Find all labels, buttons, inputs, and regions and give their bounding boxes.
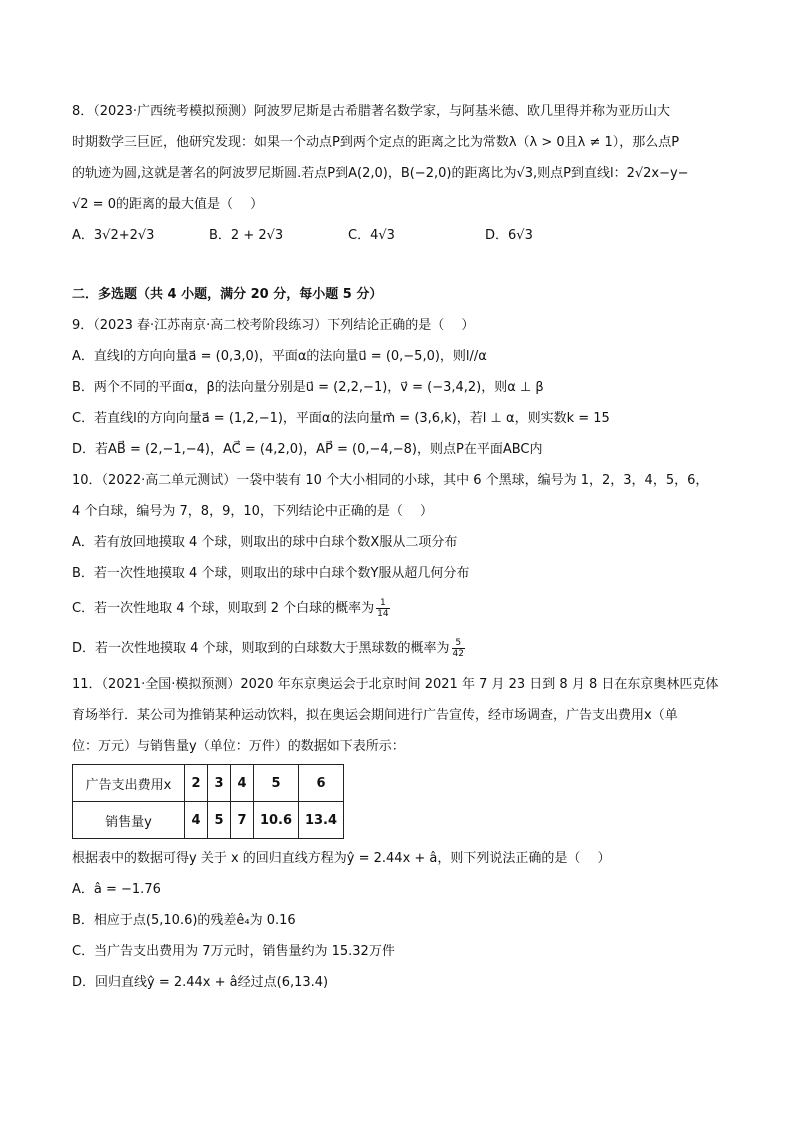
table-cell: 4	[231, 765, 254, 802]
q8-option-b: B．2 + 2√3	[209, 228, 284, 243]
q11-line-3: 位：万元）与销售量y（单位：万件）的数据如下表所示：	[72, 739, 405, 754]
q8-line-4: √2 = 0的距离的最大值是（ ）	[72, 197, 264, 212]
table-header-cell: 销售量y	[73, 802, 185, 839]
q10-option-b: B．若一次性地摸取 4 个球，则取出的球中白球个数Y服从超几何分布	[72, 566, 470, 581]
q10-d-numerator: 5	[455, 638, 462, 648]
q11-option-a: A．â = −1.76	[72, 882, 161, 897]
q8-option-d: D．6√3	[485, 228, 533, 243]
section-heading: 二．多选题（共 4 小题，满分 20 分，每小题 5 分）	[72, 287, 383, 302]
table-row	[73, 765, 344, 802]
q10-option-c	[72, 589, 722, 629]
q8-option-c: C．4√3	[348, 228, 395, 243]
q10-option-d-fraction	[452, 638, 465, 659]
q11-line-1: 11．（2021·全国·模拟预测）2020 年东京奥运会于北京时间 2021 年 7 月 23 日到 8 月 8 日在东京奥林匹克体	[72, 677, 719, 692]
table-cell: 2	[185, 765, 208, 802]
table-cell: 5	[254, 765, 299, 802]
q11-option-c: C．当广告支出费用为 7万元时，销售量约为 15.32万件	[72, 944, 395, 959]
table-cell: 6	[299, 765, 344, 802]
q10-option-d	[72, 629, 722, 669]
q10-option-c-fraction	[376, 598, 389, 619]
document-page	[72, 96, 722, 998]
data-table	[72, 764, 344, 839]
table-row	[73, 802, 344, 839]
table-cell: 3	[208, 765, 231, 802]
q8-line-3: 的轨迹为圆,这就是著名的阿波罗尼斯圆.若点P到A(2,0)，B(−2,0)的距离比为√3,则点P到直线l：2√2x−y−	[72, 166, 689, 181]
q10-option-c-text: C．若一次性地取 4 个球，则取到 2 个白球的概率为	[72, 601, 375, 616]
table-header-cell: 广告支出费用x	[73, 765, 185, 802]
q9-option-d: D．若AB⃗ = (2,−1,−4)，AC⃗ = (4,2,0)，AP⃗ = (0,−4,−8)，则点P在平面ABC内	[72, 442, 543, 457]
q10-line-2: 4 个白球，编号为 7，8，9，10，下列结论中正确的是（ ）	[72, 504, 434, 519]
q10-d-denominator: 42	[452, 649, 464, 659]
table-cell: 13.4	[299, 802, 344, 839]
q9-option-a: A．直线l的方向向量a⃗ = (0,3,0)，平面α的法向量u⃗ = (0,−5,0)，则l//α	[72, 349, 487, 364]
q8-options	[72, 220, 722, 251]
q10-c-numerator: 1	[380, 598, 386, 608]
q11-option-b: B．相应于点(5,10.6)的残差ê₄为 0.16	[72, 913, 296, 928]
q11-line-2: 育场举行．某公司为推销某种运动饮料，拟在奥运会期间进行广告宣传，经市场调查，广告支出费用x（单	[72, 708, 678, 723]
q8-option-a: A．3√2+2√3	[72, 228, 155, 243]
q10-option-d-text: D．若一次性地摸取 4 个球，则取到的白球数大于黑球数的概率为	[72, 641, 450, 656]
q9-stem: 9．（2023 春·江苏南京·高二校考阶段练习）下列结论正确的是（ ）	[72, 318, 475, 333]
q10-line-1: 10．（2022·高二单元测试）一袋中装有 10 个大小相同的小球，其中 6 个黑球，编号为 1，2，3，4，5，6，	[72, 473, 709, 488]
q9-option-b: B．两个不同的平面α，β的法向量分别是u⃗ = (2,2,−1)，v⃗ = (−3,4,2)，则α ⊥ β	[72, 380, 544, 395]
q8-line-2: 时期数学三巨匠，他研究发现：如果一个动点P到两个定点的距离之比为常数λ（λ > 0且λ ≠ 1），那么点P	[72, 135, 680, 150]
table-cell: 4	[185, 802, 208, 839]
q9-option-c: C．若直线l的方向向量a⃗ = (1,2,−1)，平面α的法向量m⃗ = (3,6,k)，若l ⊥ α，则实数k = 15	[72, 411, 610, 426]
table-cell: 10.6	[254, 802, 299, 839]
table-cell: 7	[231, 802, 254, 839]
q8-line-1: 8．（2023·广西统考模拟预测）阿波罗尼斯是古希腊著名数学家，与阿基米德、欧几里得并称为亚历山大	[72, 104, 670, 119]
table-cell: 5	[208, 802, 231, 839]
q11-option-d: D．回归直线ŷ = 2.44x + â经过点(6,13.4)	[72, 975, 329, 990]
q11-stem-2: 根据表中的数据可得y 关于 x 的回归直线方程为ŷ = 2.44x + â，则下列说法正确的是（ ）	[72, 851, 611, 866]
q10-c-denominator: 14	[377, 609, 389, 619]
q10-option-a: A．若有放回地摸取 4 个球，则取出的球中白球个数X服从二项分布	[72, 535, 458, 550]
